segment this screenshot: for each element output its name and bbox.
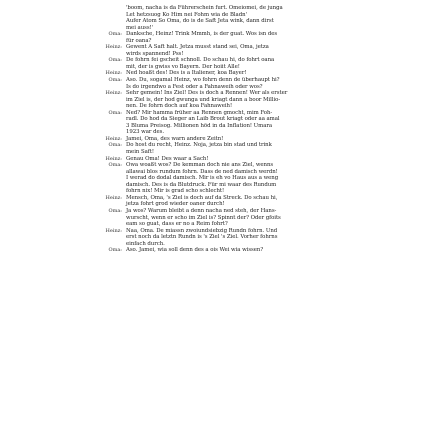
speaker-label: Oma: (108, 31, 122, 38)
dialogue-text: De fohrn fei gscheit schnoll. Do schau hi, do fohrt oana mit, der is gwiss vo Bayern. Der hoiit Alle! (126, 57, 275, 70)
speaker-label: Heinz: (105, 70, 122, 77)
dialogue-text: Sehr gemein! Ins Ziel! Des is doch a Rennen! Wer als erster im Ziel is, der hod gwunga und kriagt dann a boor Millio- nen. De fohrn doch auf koa Fahnaweih! (126, 90, 288, 110)
dialogue-text: Naa, Oma. De miassn zwoiundsiebzig Rundn fohrn. Und erst noch da letztn Rundn is 's Ziel 's Ziel. Vorher fohrns einfach durch. (126, 227, 278, 247)
dialogue-text: Gewent A Saft halt. Jetza musst stand sei, Oma, jetza wirds spannend! Pss! (126, 44, 269, 57)
speaker-label: Oma: (108, 207, 122, 214)
speaker-label: Oma: (108, 142, 122, 149)
speaker-label: Oma: (108, 109, 122, 116)
dialogue-row (0, 77, 444, 90)
dialogue-text: Do host du recht, Heinz. Noja, jetza bin stad und trink mein Saft! (126, 142, 272, 156)
dialogue-text: Mensch, Oma, 's Ziel is doch auf da Streck. Do schau hi, jetza fohrt grod wieder oaner durch! (126, 194, 278, 208)
speaker-label: Heinz: (105, 227, 122, 234)
speaker-label: Heinz: (105, 135, 122, 142)
speaker-label: Oma: (108, 77, 122, 84)
speaker-label: Oma: (108, 162, 122, 169)
dialogue-row (0, 195, 444, 208)
dialogue-row (0, 162, 444, 195)
dialogue-text: Aso. Jamei, wia soll denn des a ois Wei wia wissen? (126, 247, 264, 254)
dialogue-row (0, 228, 444, 248)
dialogue-row (0, 247, 444, 254)
dialogue-text: Ja wos? Warum bleibt a denn nacha ned steh, der Hans- wurscht, wenn er scho im Ziel is? Spinnt der? Oder gfoits eam so guat, dass er no a Reim fohrt? (126, 207, 281, 228)
dialogue-row (0, 44, 444, 57)
dialogue-row (0, 57, 444, 70)
dialogue-row (0, 90, 444, 110)
dialogue-row (0, 208, 444, 228)
dialogue-text: Jamei, Oma, des warn andere Zeitn! (126, 135, 224, 142)
dialogue-row (0, 31, 444, 44)
dialogue-text: Owa woaßt wos? De kemman doch nie ans Ziel, wenns allawai blos rundum fohrn. Dass de ned damisch werdn! I werad do dodal damisch. Mir is eh vo Haus aus a weng damisch. Des is da Blutdruck. Für mi waar des Rundum fohrn nix! Mir is grad scho schlecht! (126, 162, 279, 195)
dialogue-text: Aso. Du, sogamal Heinz, wo fohrn denn de überhaupt hi? Is do irgendwo a Fest oder a Fahnaweih oder wos? (126, 77, 280, 90)
speaker-label: Heinz: (105, 155, 122, 162)
dialogue-row (0, 142, 444, 155)
speaker-label: Oma: (108, 247, 122, 254)
speaker-label: Oma: (108, 57, 122, 64)
dialogue-text: Ned hoaßt des! Des is a Italiener, koa Bayer! (126, 70, 247, 77)
dialogue-row (0, 5, 444, 31)
dialogue-text: Genau Oma! Des waar a Sach! (126, 155, 209, 162)
dialogue-text: Ned? Mir hamma früher aa Rennen gmocht, mim Foh- radl. Do hod da Sieger an Laib Brout kriagt oder aa amal 3 Bluma Preisog. Millionen höd in da Inflation! Umara 1923 war des. (126, 109, 280, 136)
speaker-label (0, 5, 126, 31)
dialogue-text: 'boom, nacha is da Führerschein furt. Omeiomei, de junga Let hetzsuog Ko Him nei Fohm wia de Bladn' Aufer Atom So Oma, do is de Saft Jeta wink, dann dirst mei auss!' (126, 5, 283, 31)
dialogue-row (0, 110, 444, 136)
dialogue-text: Danksche, Heinz! Trink Mmmh, is der guat. Wos isn des für oana? (126, 31, 278, 44)
speaker-label: Heinz: (105, 90, 122, 97)
speaker-label: Heinz: (105, 44, 122, 51)
speaker-label: Heinz: (105, 194, 122, 201)
